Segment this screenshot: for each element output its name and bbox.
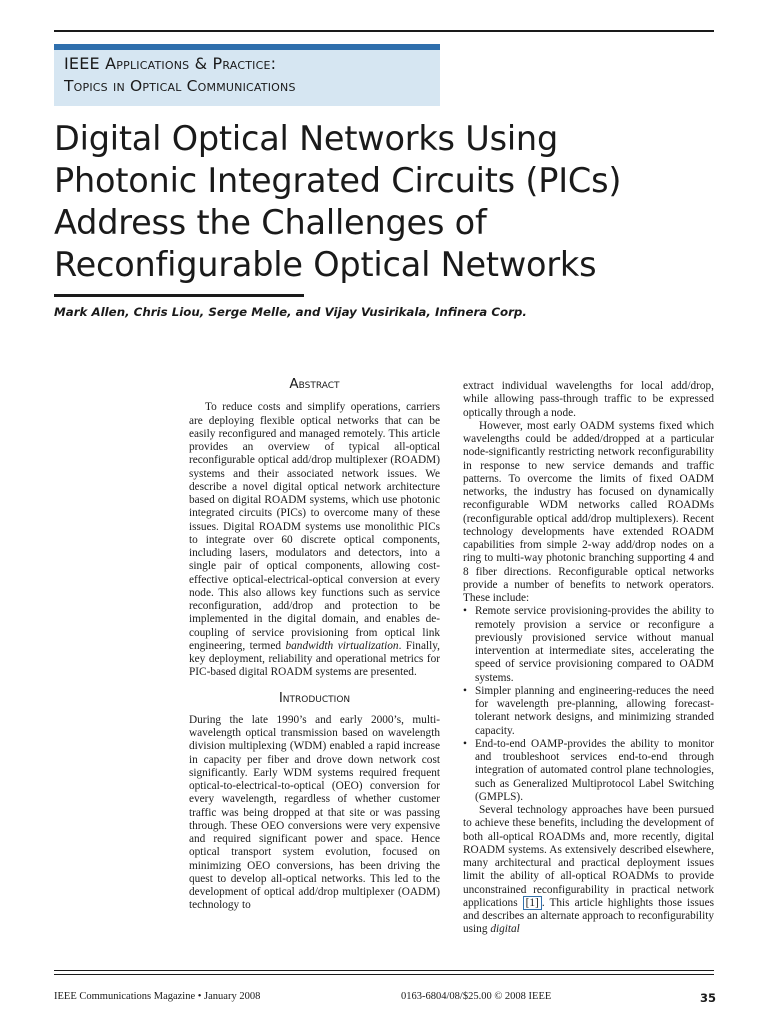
title-line-1: Digital Optical Networks Using <box>54 119 559 158</box>
list-item: • End-to-end OAMP-provides the ability to monitor and troubleshoot services end-to-end through integration of automated control plane technologies, such as Generalized Multiprotocol Label Switching (GMPLS). <box>463 737 714 803</box>
list-item-text: Remote service provisioning-provides the ability to remotely provision a service or reconfigure a previously provisioned service without manual intervention at intermediate sites, accelerating the speed of service provisioning compared to OADM systems. <box>475 605 714 684</box>
footer-rule <box>54 970 714 971</box>
abstract-text-main: To reduce costs and simplify operations, carriers are deploying flexible optical networks that can be easily reconfigured and managed remotely. This article provides an overview of typical all-optical reconfigurable optical add/drop multiplexer (ROADM) systems and their associated network issues. We describe a novel digital optical network architecture based on digital ROADM systems, which use photonic integrated circuits (PICs) to overcome many of these issues. Digital ROADM systems use monolithic PICs to integrate over 60 discrete optical components, including lasers, modulators and detectors, into a single pair of optical components, allowing cost-effective optical-electrical-optical conversion at every node. This also allows key functions such as service reconfiguration, add/drop and protection to be implemented in the digital domain, and enables de-coupling of service provisioning from optical link engineering, termed <box>189 401 440 652</box>
reference-link[interactable]: [1] <box>523 896 542 910</box>
banner-line-1: IEEE Applications & Practice: <box>64 54 277 73</box>
paragraph-3-text: Several technology approaches have been pursued to achieve these benefits, including the development of both all-optical ROADMs and, more recently, digital ROADM systems. As extensively described elsewhere, many architectural and practical deployment issues limit the ability of all-optical ROADMs to provide unconstrained reconfigurability in practical network applications <box>463 804 714 909</box>
left-column <box>189 378 440 913</box>
benefits-list <box>463 605 714 804</box>
list-item-text: Simpler planning and engineering-reduces the need for wavelength pre-planning, allowing forecast-tolerant network designs, and minimizing stranded capacity. <box>475 684 714 737</box>
title-line-4: Reconfigurable Optical Networks <box>54 245 597 284</box>
right-column <box>463 380 714 937</box>
list-item: • Remote service provisioning-provides the ability to remotely provision a service or reconfigure a previously provisioned service without manual intervention at intermediate sites, accelerating the speed of service provisioning compared to OADM systems. <box>463 605 714 684</box>
intro-paragraph-3 <box>463 804 714 937</box>
intro-paragraph-2: However, most early OADM systems fixed which wavelengths could be added/dropped at a particular node-significantly restricting network reconfigurability in response to new service demands and traffic patterns. To overcome the limits of fixed OADM networks, the industry has focused on dynamically reconfigurable WDM networks called ROADMs (reconfigurable optical add/drop multiplexers). Recent technology developments have extended ROADM capabilities from simple 2-way add/drop nodes on a ring to multi-way photonic branching supporting 4 and 8 fiber directions. Reconfigurable optical networks provide a number of benefits to network operators. These include: <box>463 419 714 604</box>
list-item: • Simpler planning and engineering-reduces the need for wavelength pre-planning, allowing forecast-tolerant network designs, and minimizing stranded capacity. <box>463 684 714 737</box>
article-title <box>54 118 734 286</box>
footer-rule-2 <box>54 974 714 975</box>
journal-citation: IEEE Communications Magazine • January 2008 <box>54 991 261 1002</box>
copyright-notice: 0163-6804/08/$25.00 © 2008 IEEE <box>401 991 552 1002</box>
list-item-text: End-to-end OAMP-provides the ability to monitor and troubleshoot services end-to-end through integration of automated control plane technologies, such as Generalized Multiprotocol Label Switching (GMPLS). <box>475 737 714 803</box>
abstract-italic-term: bandwidth virtualization <box>285 639 399 652</box>
title-line-3: Address the Challenges of <box>54 203 487 242</box>
abstract-text <box>189 401 440 679</box>
intro-paragraph-1-continued: extract individual wavelengths for local add/drop, while allowing pass-through traffic to be expressed optically through a node. <box>463 380 714 419</box>
paragraph-3-italic: digital <box>490 923 520 936</box>
title-rule <box>54 294 304 297</box>
page-number: 35 <box>700 991 717 1005</box>
introduction-heading: Introduction <box>278 689 351 706</box>
section-banner <box>54 44 440 106</box>
abstract-text-end: . Finally, key deployment, reliability and operational metrics for PIC-based digital ROADM systems are presented. <box>189 639 440 679</box>
title-line-2: Photonic Integrated Circuits (PICs) <box>54 161 622 200</box>
paragraph-3-text-cont: . This article highlights those issues and describes an alternate approach to reconfigurability using <box>463 896 714 936</box>
abstract-heading: Abstract <box>289 376 340 392</box>
banner-line-2: Topics in Optical Communications <box>64 77 296 95</box>
author-line: Mark Allen, Chris Liou, Serge Melle, and Vijay Vusirikala, Infinera Corp. <box>54 305 527 319</box>
intro-paragraph-1: During the late 1990’s and early 2000’s, multi-wavelength optical transmission based on wavelength division multiplexing (WDM) enabled a rapid increase in capacity per fiber and drove down network cost significantly. Early WDM systems required frequent optical-to-electrical-to-optical (OEO) conversion for every wavelength, regardless of whether customer traffic was being dropped at that site or was passing through. These OEO conversions were very expensive and required significant power and space. Hence optical transport system evolution, focused on minimizing OEO conversions, has been driving the quest to develop all-optical networks. This led to the development of optical add/drop multiplexer (OADM) technology to <box>189 713 440 912</box>
top-rule <box>54 30 714 32</box>
